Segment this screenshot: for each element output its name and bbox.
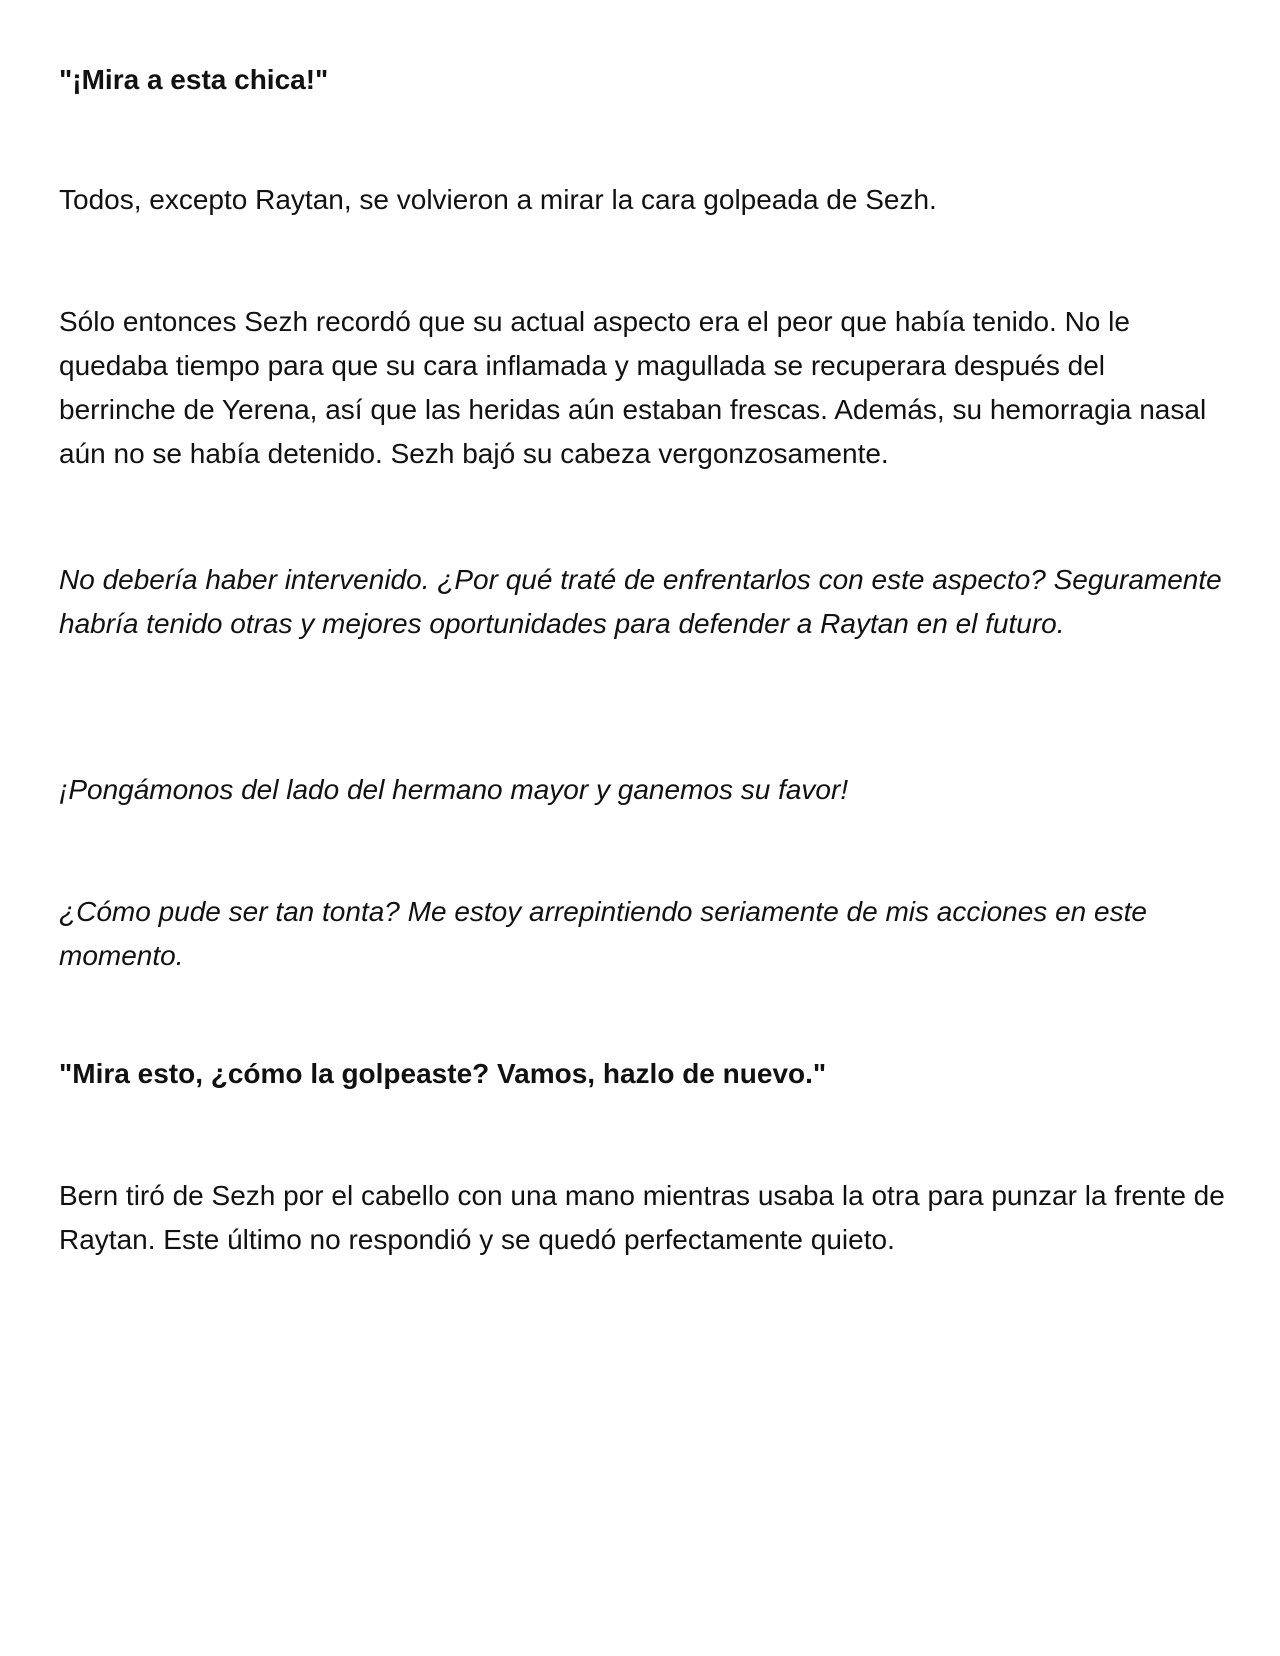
- narration-paragraph: Sólo entonces Sezh recordó que su actual aspecto era el peor que había tenido. No le quedaba tiempo para que su cara inflamada y magullada se recuperara después del berrinche de Yerena, así que las heridas aún estaban frescas. Además, su hemorragia nasal aún no se había detenido. Sezh bajó su cabeza vergonzosamente.: [59, 306, 1207, 469]
- dialogue-paragraph: "¡Mira a esta chica!": [59, 64, 329, 95]
- narration-paragraph: Bern tiró de Sezh por el cabello con una mano mientras usaba la otra para punzar la frente de Raytan. Este último no respondió y se quedó perfectamente quieto.: [59, 1180, 1225, 1255]
- dialogue-paragraph: "Mira esto, ¿cómo la golpeaste? Vamos, hazlo de nuevo.": [59, 1058, 827, 1089]
- narration-paragraph: Todos, excepto Raytan, se volvieron a mirar la cara golpeada de Sezh.: [59, 184, 937, 215]
- thought-paragraph: ¡Pongámonos del lado del hermano mayor y ganemos su favor!: [59, 774, 849, 805]
- thought-paragraph: ¿Cómo pude ser tan tonta? Me estoy arrepintiendo seriamente de mis acciones en este momento.: [59, 896, 1147, 971]
- thought-paragraph: No debería haber intervenido. ¿Por qué traté de enfrentarlos con este aspecto? Seguramente habría tenido otras y mejores oportunidades para defender a Raytan en el futuro.: [59, 564, 1222, 639]
